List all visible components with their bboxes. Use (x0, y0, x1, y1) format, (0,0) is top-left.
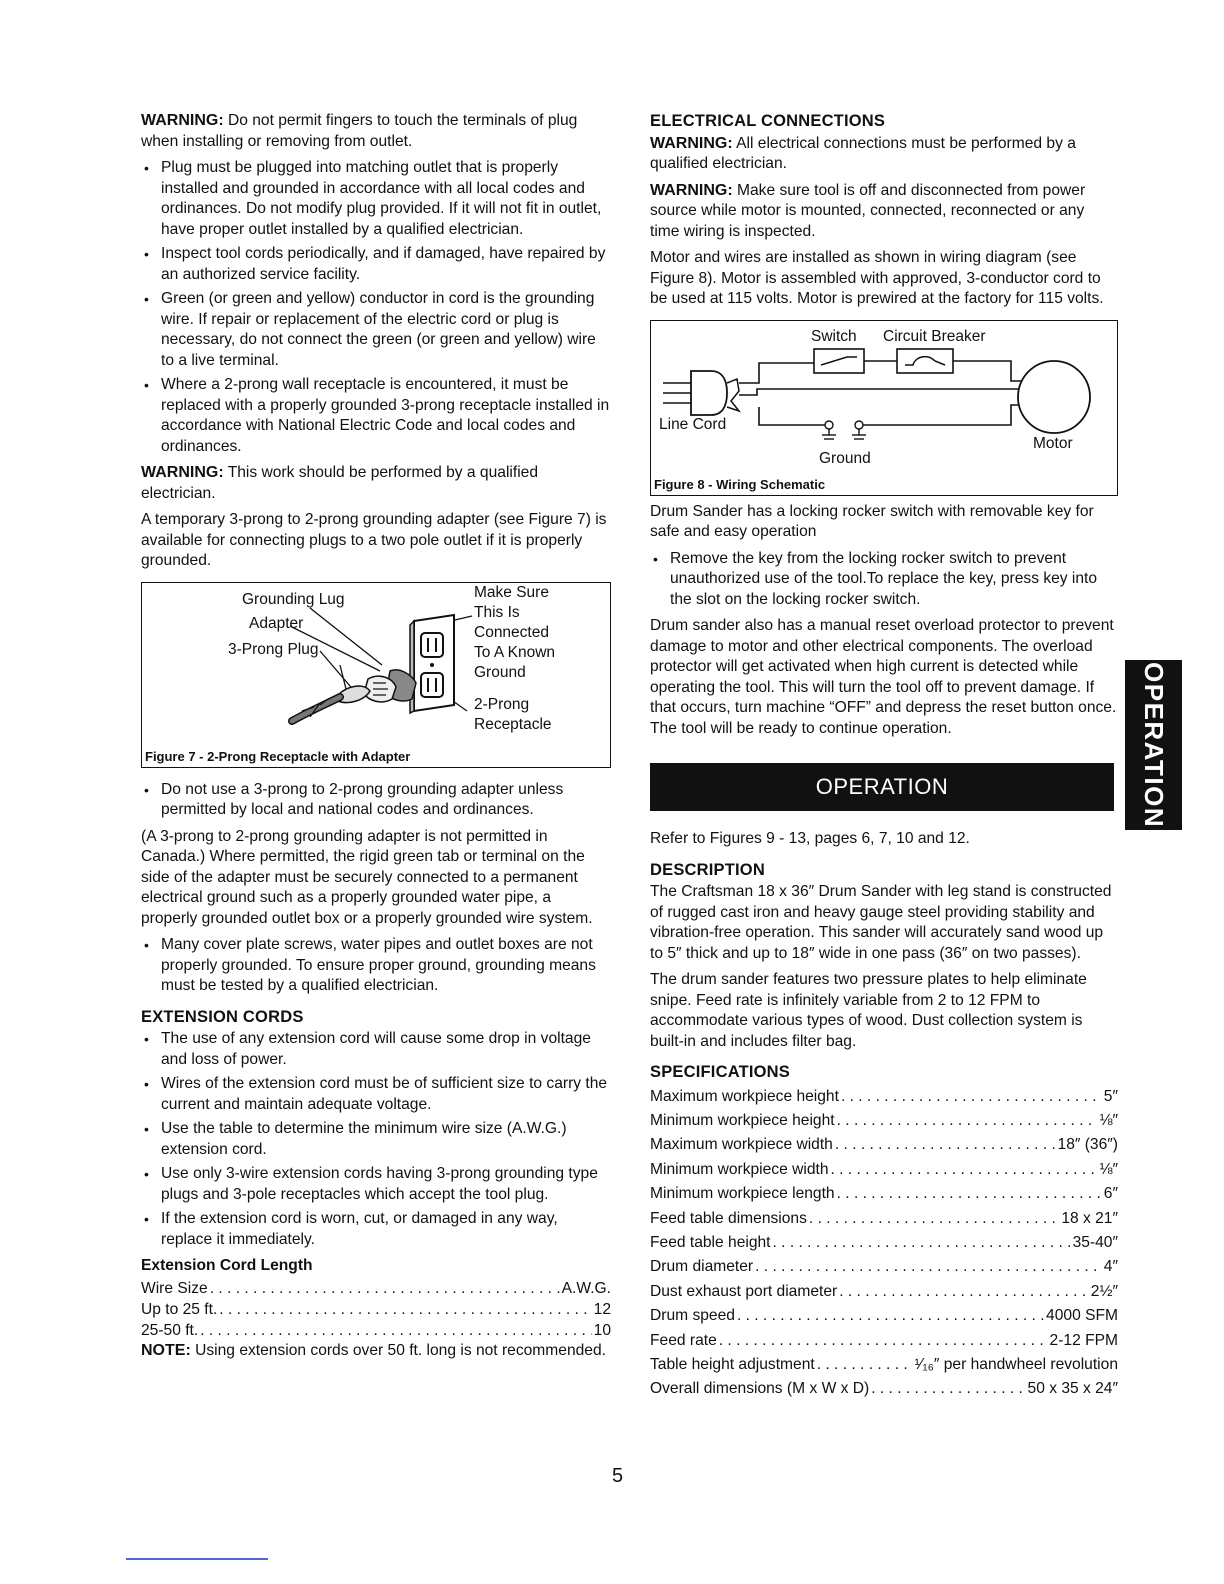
left-column (141, 111, 611, 1367)
specifications-heading: SPECIFICATIONS (650, 1063, 791, 1081)
table-row: Up to 25 ft. . . . 12 (141, 1299, 611, 1320)
fig7-label-adapter: Adapter (249, 614, 304, 632)
electrical-connections-heading: ELECTRICAL CONNECTIONS (650, 112, 886, 130)
description-paragraph-1: The Craftsman 18 x 36″ Drum Sander with leg stand is constructed of rugged cast iron and heavy gauge steel providing stability and vibration-free operation. This sander will accurately sand wood up to 5″ thick and up to 18″ wide in one pass (36″ on two passes). (650, 883, 1112, 962)
list-item: • Plug must be plugged into matching outlet that is properly installed and grounded in accordance with all local codes and ordinances. Do not modify plug provided. If it will not fit in outlet, have proper outlet installed by a qualified electrician. (141, 158, 611, 240)
footer-rule (126, 1558, 268, 1560)
list-item: • If the extension cord is worn, cut, or damaged in any way, replace it immediately. (141, 1209, 611, 1250)
page-number: 5 (612, 1465, 624, 1487)
list-item: • Use only 3-wire extension cords having 3-prong grounding type plugs and 3-pole receptacles which accept the tool plug. (141, 1164, 611, 1205)
spec-row: Feed table height . . . 35-40″ (650, 1231, 1118, 1255)
spec-row: Maximum workpiece height . . . 5″ (650, 1085, 1118, 1109)
spec-row: Minimum workpiece height . . . ⅛″ (650, 1109, 1118, 1133)
description-paragraph-2: The drum sander features two pressure plates to help eliminate snipe. Feed rate is infinitely variable from 2 to 12 FPM to accommodate various types of wood. Dust collection system is built-in and includes filter bag. (650, 971, 1087, 1050)
list-item: • Wires of the extension cord must be of sufficient size to carry the current and maintain adequate voltage. (141, 1074, 611, 1115)
fig8-label-line-cord: Line Cord (659, 415, 727, 433)
list-item: • Where a 2-prong wall receptacle is encountered, it must be replaced with a properly grounded 3-prong receptacle installed in accordance with National Electric Code and local codes and ordinances. (141, 375, 611, 457)
list-item: • Remove the key from the locking rocker switch to prevent unauthorized use of the tool.To replace the key, press key into the slot on the locking rocker switch. (650, 549, 1118, 611)
canada-paragraph: (A 3-prong to 2-prong grounding adapter is not permitted in Canada.) Where permitted, the rigid green tab or terminal on the side of the adapter must be securely connected to a permanent electrical ground such as a properly grounded water pipe, a properly grounded outlet box or a properly grounded wire system. (141, 827, 593, 927)
figure-7-caption: Figure 7 - 2-Prong Receptacle with Adapter (145, 748, 411, 764)
specifications-list (650, 1085, 1118, 1402)
fig7-label-make-sure: Make Sure This Is Connected To A Known Ground (474, 583, 556, 681)
note-paragraph: NOTE: Using extension cords over 50 ft. long is not recommended. (141, 1341, 606, 1359)
table-row: 25-50 ft. . . . 10 (141, 1320, 611, 1341)
key-bullets (650, 549, 1118, 611)
warning-electrician: WARNING: All electrical connections must be performed by a qualified electrician. (650, 134, 1076, 172)
extension-bullets (141, 1029, 611, 1250)
spec-row: Table height adjustment . . . ¹⁄₁₆″ per handwheel revolution (650, 1353, 1118, 1377)
spec-row: Feed table dimensions . . . 18 x 21″ (650, 1207, 1118, 1231)
spec-row: Maximum workpiece width . . . 18″ (36″) (650, 1133, 1118, 1157)
warning-qualified: WARNING: This work should be performed by a qualified electrician. (141, 464, 539, 502)
motor-paragraph: Motor and wires are installed as shown in wiring diagram (see Figure 8). Motor is assembled with approved, 3-conductor cord to be used at 115 volts. Motor is prewired at the factory for 115 volts. (650, 249, 1104, 307)
warning-disconnect: WARNING: Make sure tool is off and disconnected from power source while motor is mounted, connected, reconnected or any time wiring is inspected. (650, 181, 1086, 240)
operation-side-tab: OPERATION (1125, 660, 1182, 830)
spec-row: Overall dimensions (M x W x D) . . . 50 x 35 x 24″ (650, 1377, 1118, 1401)
wiring-schematic (651, 321, 1116, 497)
fig7-label-receptacle: 2-Prong Receptacle (474, 695, 552, 733)
list-item: • Do not use a 3-prong to 2-prong grounding adapter unless permitted by local and national codes and ordinances. (141, 780, 611, 821)
warning-fingers: WARNING: Do not permit fingers to touch the terminals of plug when installing or removing from outlet. (141, 112, 578, 150)
list-item: • Green (or green and yellow) conductor in cord is the grounding wire. If repair or replacement of the electric cord or plug is necessary, do not connect the green (or green and yellow) wire to a live terminal. (141, 289, 611, 371)
operation-banner: OPERATION (650, 763, 1114, 811)
fig8-label-switch: Switch (811, 327, 857, 345)
description-heading: DESCRIPTION (650, 860, 765, 879)
adapter-paragraph: A temporary 3-prong to 2-prong grounding adapter (see Figure 7) is available for connecting plugs to a two pole outlet if it is properly grounded. (141, 511, 607, 569)
list-item: • The use of any extension cord will cause some drop in voltage and loss of power. (141, 1029, 611, 1070)
table-row: Wire Size . . . A.W.G. (141, 1278, 611, 1299)
list-item: • Use the table to determine the minimum wire size (A.W.G.) extension cord. (141, 1119, 611, 1160)
adapter-bullets (141, 780, 611, 821)
overload-paragraph: Drum sander also has a manual reset overload protector to prevent damage to motor and other electrical components. The overload protector will get activated when high current is detected while operating the tool. This will turn the tool off to prevent damage. If that occurs, turn machine “OFF” and depress the reset button once. The tool will be ready to continue operation. (650, 617, 1117, 737)
figure-7 (141, 582, 611, 768)
fig8-label-ground: Ground (819, 449, 871, 467)
spec-row: Dust exhaust port diameter . . . 2½″ (650, 1280, 1118, 1304)
fig8-label-circuit-breaker: Circuit Breaker (883, 327, 986, 345)
fig8-label-motor: Motor (1033, 434, 1073, 452)
switch-paragraph: Drum Sander has a locking rocker switch with removable key for safe and easy operation (650, 502, 1094, 540)
spec-row: Drum speed . . . 4000 SFM (650, 1304, 1118, 1328)
grounding-bullets (141, 935, 611, 997)
extension-cord-table (141, 1278, 611, 1341)
extension-cords-heading: EXTENSION CORDS (141, 1007, 304, 1026)
figure-8 (650, 320, 1118, 496)
figure-8-caption: Figure 8 - Wiring Schematic (654, 476, 826, 492)
spec-row: Feed rate . . . 2-12 FPM (650, 1329, 1118, 1353)
spec-row: Minimum workpiece length . . . 6″ (650, 1182, 1118, 1206)
extension-cord-length-heading: Extension Cord Length (141, 1257, 313, 1274)
refer-paragraph: Refer to Figures 9 - 13, pages 6, 7, 10 and 12. (650, 830, 970, 847)
fig7-label-3-prong-plug: 3-Prong Plug (228, 640, 319, 658)
right-column (650, 111, 1118, 1402)
plug-bullets (141, 158, 611, 457)
list-item: • Inspect tool cords periodically, and if damaged, have repaired by an authorized service facility. (141, 244, 611, 285)
fig7-label-grounding-lug: Grounding Lug (242, 590, 345, 608)
spec-row: Drum diameter . . . 4″ (650, 1255, 1118, 1279)
spec-row: Minimum workpiece width . . . ⅛″ (650, 1158, 1118, 1182)
list-item: • Many cover plate screws, water pipes and outlet boxes are not properly grounded. To ensure proper ground, grounding means must be tested by a qualified electrician. (141, 935, 611, 997)
